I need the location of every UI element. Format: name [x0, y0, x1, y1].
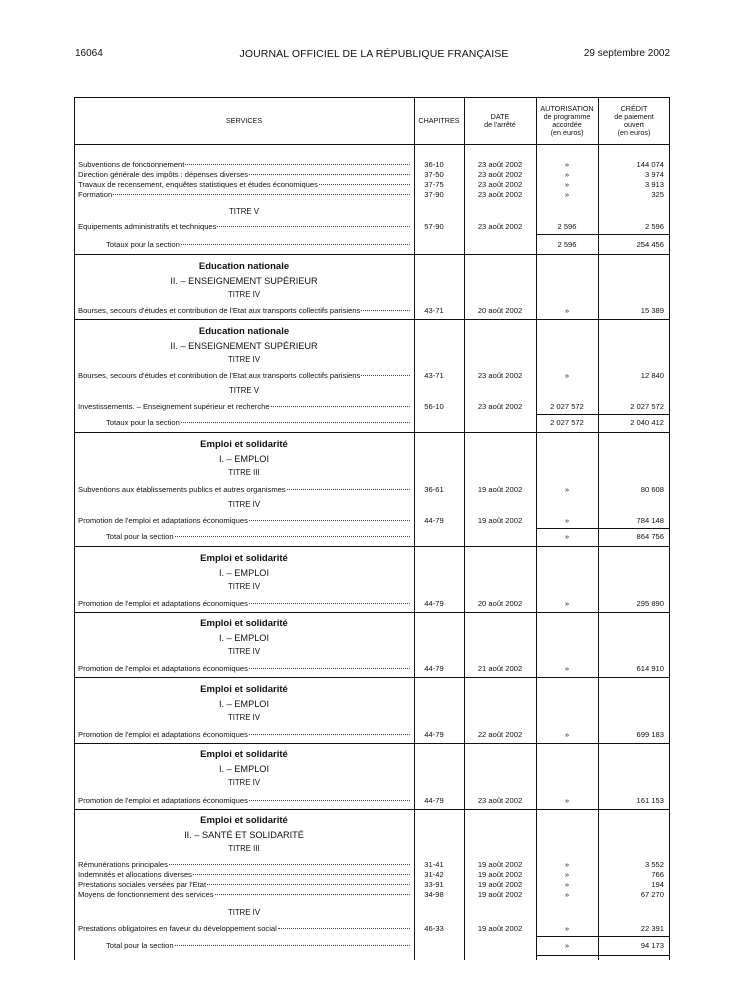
section-divider — [74, 319, 670, 320]
titre-heading: TITRE V — [229, 207, 259, 216]
table-row: Direction générale des impôts : dépenses diverses 37-50 23 août 2002 » 3 974 — [78, 170, 664, 179]
ministry-heading: Emploi et solidarité — [200, 815, 288, 826]
table-row: Investissements. – Enseignement supérieur et recherche 56-10 23 août 2002 2 027 572 2 027 572 — [78, 402, 664, 411]
section-divider — [74, 432, 670, 433]
titre-heading: TITRE IV — [227, 778, 261, 787]
ministry-heading: Education nationale — [198, 326, 290, 337]
table-row: Promotion de l'emploi et adaptations économiques 44-79 21 août 2002 » 614 910 — [78, 664, 664, 673]
col-header-chapitres: CHAPITRES — [418, 116, 460, 125]
section-heading: I. – EMPLOI — [218, 454, 270, 464]
table-row: Promotion de l'emploi et adaptations économiques 44-79 20 août 2002 » 295 890 — [78, 599, 664, 608]
table-row: Indemnités et allocations diverses 31-42 19 août 2002 » 766 — [78, 870, 664, 879]
table-row: Rémunérations principales 31-41 19 août 2002 » 3 552 — [78, 860, 664, 869]
table-row: Subventions de fonctionnement 36-10 23 août 2002 » 144 074 — [78, 160, 664, 169]
section-heading: I. – EMPLOI — [218, 633, 270, 643]
ministry-heading: Emploi et solidarité — [200, 439, 288, 450]
titre-heading: TITRE IV — [227, 500, 261, 509]
table-row: Equipements administratifs et techniques 57-90 23 août 2002 2 596 2 596 — [78, 222, 664, 231]
col-header-date: DATE de l'arrêté — [484, 112, 516, 129]
subtotal-rule — [536, 234, 670, 235]
section-heading: I. – EMPLOI — [218, 568, 270, 578]
titre-heading: TITRE IV — [227, 908, 261, 917]
section-heading: I. – EMPLOI — [218, 699, 270, 709]
table-row: Promotion de l'emploi et adaptations économiques 44-79 23 août 2002 » 161 153 — [78, 796, 664, 805]
section-heading: II. – SANTÉ ET SOLIDARITÉ — [184, 830, 304, 840]
subtotal-rule — [536, 955, 670, 956]
table-row: Formation 37-90 23 août 2002 » 325 — [78, 190, 664, 199]
col-header-autorisation: AUTORISATION de programme accordée (en euros) — [540, 104, 594, 137]
table-row: Promotion de l'emploi et adaptations économiques 44-79 19 août 2002 » 784 148 — [78, 516, 664, 525]
table-row: Travaux de recensement, enquêtes statistiques et études économiques 37-75 23 août 2002 » 3 913 — [78, 180, 664, 189]
titre-heading: TITRE IV — [227, 290, 261, 299]
col-header-credit: CRÉDIT de paiement ouvert (en euros) — [614, 104, 654, 137]
table-row: Bourses, secours d'études et contribution de l'Etat aux transports collectifs parisiens 43-71 20 août 2002 » 15 389 — [78, 306, 664, 315]
ministry-heading: Emploi et solidarité — [200, 618, 288, 629]
subtotal-rule — [536, 936, 670, 937]
titre-heading: TITRE V — [229, 386, 259, 395]
total-row: Total pour la section » 864 756 — [106, 532, 664, 541]
total-row: Totaux pour la section 2 027 572 2 040 412 — [106, 418, 664, 427]
ministry-heading: Emploi et solidarité — [200, 553, 288, 564]
subtotal-rule — [536, 414, 670, 415]
titre-heading: TITRE IV — [227, 355, 261, 364]
section-divider — [74, 809, 670, 810]
page-date: 29 septembre 2002 — [583, 48, 670, 59]
table-row: Prestations sociales versées par l'Etat 33-91 19 août 2002 » 194 — [78, 880, 664, 889]
ministry-heading: Education nationale — [198, 261, 290, 272]
section-divider — [74, 254, 670, 255]
page-number: 16064 — [75, 48, 103, 59]
table-row: Subventions aux établissements publics et autres organismes 36-61 19 août 2002 » 80 608 — [78, 485, 664, 494]
col-header-services: SERVICES — [225, 116, 263, 125]
total-row: Total pour la section » 94 173 — [106, 941, 664, 950]
section-divider — [74, 743, 670, 744]
section-heading: I. – EMPLOI — [218, 764, 270, 774]
section-heading: II. – ENSEIGNEMENT SUPÉRIEUR — [170, 341, 318, 351]
titre-heading: TITRE III — [228, 468, 260, 477]
table-row: Promotion de l'emploi et adaptations économiques 44-79 22 août 2002 » 699 183 — [78, 730, 664, 739]
ministry-heading: Emploi et solidarité — [200, 749, 288, 760]
subtotal-rule — [536, 528, 670, 529]
table-row: Prestations obligatoires en faveur du développement social 46-33 19 août 2002 » 22 391 — [78, 924, 664, 933]
ministry-heading: Emploi et solidarité — [200, 684, 288, 695]
total-row: Totaux pour la section 2 596 254 456 — [106, 240, 664, 249]
section-divider — [74, 612, 670, 613]
table-row: Bourses, secours d'études et contribution de l'Etat aux transports collectifs parisiens 43-71 23 août 2002 » 12 840 — [78, 371, 664, 380]
table-row: Moyens de fonctionnement des services 34-98 19 août 2002 » 67 270 — [78, 890, 664, 899]
titre-heading: TITRE IV — [227, 582, 261, 591]
section-divider — [74, 677, 670, 678]
section-divider — [74, 546, 670, 547]
titre-heading: TITRE IV — [227, 647, 261, 656]
credits-table — [74, 97, 670, 960]
journal-title: JOURNAL OFFICIEL DE LA RÉPUBLIQUE FRANÇAISE — [239, 48, 509, 60]
titre-heading: TITRE IV — [227, 713, 261, 722]
titre-heading: TITRE III — [228, 844, 260, 853]
section-heading: II. – ENSEIGNEMENT SUPÉRIEUR — [170, 276, 318, 286]
